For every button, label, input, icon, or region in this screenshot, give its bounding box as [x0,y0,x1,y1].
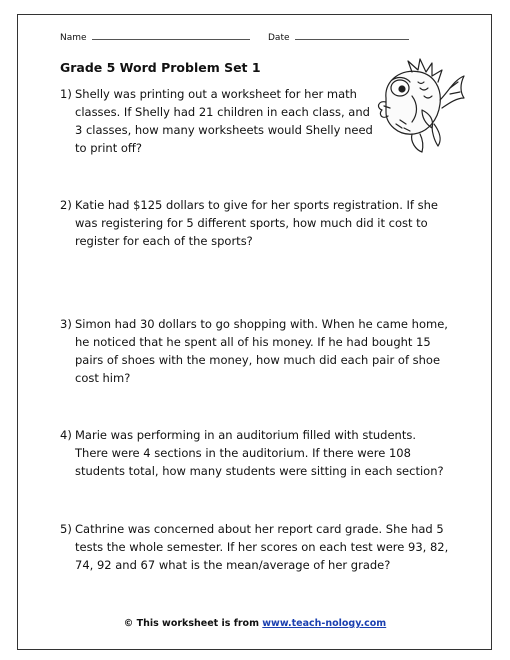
copyright-text: © This worksheet is from [123,618,263,629]
problem-number: 3) [60,317,72,331]
problem-2 [60,196,452,250]
name-label: Name [60,33,87,43]
problem-text: Katie had $125 dollars to give for her sports registration. If she was registering for 5 different sports, how much did it cost to register for each of the sports? [75,198,438,248]
problem-5 [60,520,452,574]
teach-nology-link[interactable]: www.teach-nology.com [262,618,387,629]
name-blank-line [92,30,250,40]
problem-number: 5) [60,522,72,536]
name-field [60,30,250,43]
problem-3 [60,315,452,387]
date-field [268,30,409,43]
problem-text: Marie was performing in an auditorium filled with students. There were 4 sections in the auditorium. If there were 108 students total, how many students were sitting in each section? [75,428,444,478]
date-label: Date [268,33,290,43]
problem-number: 1) [60,87,72,101]
problem-1 [60,85,380,157]
problem-text: Shelly was printing out a worksheet for her math classes. If Shelly had 21 children in each class, and 3 classes, how many worksheets would Shelly need to print off? [75,87,373,155]
problem-number: 4) [60,428,72,442]
problem-number: 2) [60,198,72,212]
problem-text: Simon had 30 dollars to go shopping with. When he came home, he noticed that he spent all of his money. If he had bought 15 pairs of shoes with the money, how much did each pair of shoe cost him? [75,317,448,385]
problem-4 [60,426,452,480]
date-blank-line [295,30,409,40]
copyright-footer [0,618,510,629]
fish-cartoon-icon [372,58,468,156]
worksheet-title: Grade 5 Word Problem Set 1 [60,60,261,75]
problem-text: Cathrine was concerned about her report card grade. She had 5 tests the whole semester. If her scores on each test were 93, 82, 74, 92 and 67 what is the mean/average of her grade? [75,522,449,572]
